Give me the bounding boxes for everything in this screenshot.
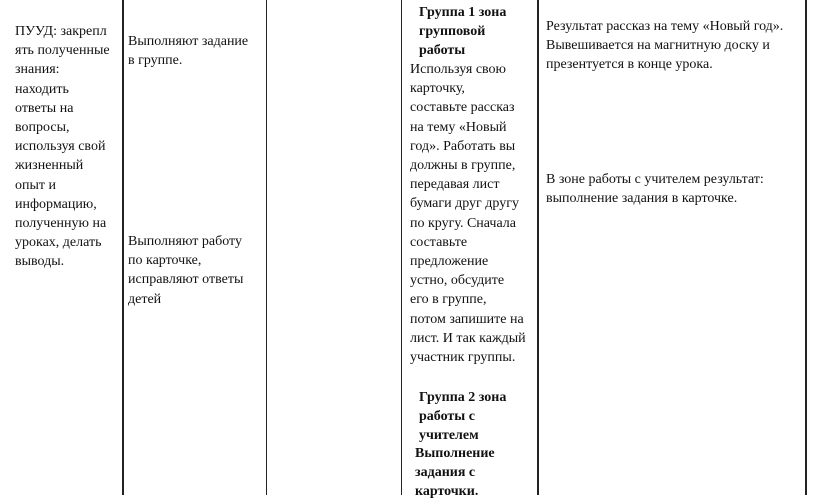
group1-heading: Группа 1 зона групповой работы: [419, 5, 507, 59]
student-activity-text-group: Выполняют задание в группе.: [128, 34, 249, 69]
table-border-3: [401, 0, 402, 495]
result-text-group2: В зоне работы с учителем результат: выполнение задания в карточке.: [546, 172, 764, 207]
table-cell-task: [404, 0, 538, 500]
table-cell-empty: [268, 0, 402, 495]
table-border-5: [805, 0, 807, 495]
goals-text: ПУУД: закрепл ять полученные знания: находить ответы на вопросы, используя свой жизненный опыт и информацию, полученную на уроках, делать выводы.: [15, 24, 110, 270]
student-activity-text-card: Выполняют работу по карточке, исправляют ответы детей: [128, 234, 244, 307]
table-border-1: [122, 0, 124, 495]
table-cell-student-activity: [124, 0, 266, 495]
result-text-group1: Результат рассказ на тему «Новый год». Вывешивается на магнитную доску и презентуется в конце урока.: [546, 19, 784, 73]
table-border-2: [266, 0, 267, 495]
group1-instructions: Используя свою карточку, составьте рассказ на тему «Новый год». Работать вы должны в группе, передавая лист бумаги друг другу по кругу. Сначала составьте предложение устно, обсудите его в группе, потом запишите на лист. И так каждый участник группы.: [410, 62, 526, 366]
table-cell-result: [540, 0, 806, 495]
table-cell-goals: [0, 0, 122, 495]
group2-heading: Группа 2 зона работы с учителем: [419, 390, 507, 444]
table-border-4: [537, 0, 539, 495]
group2-task: Выполнение задания с карточки.: [415, 446, 495, 500]
